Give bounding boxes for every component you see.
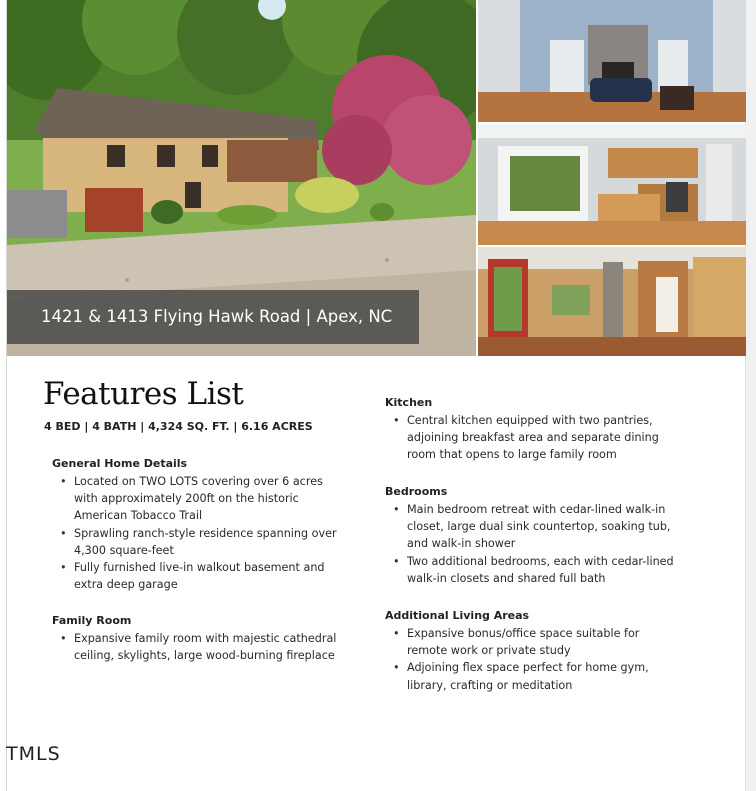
list-item: • Central kitchen equipped with two pantries, adjoining breakfast area and separate dining room that opens to large family room (385, 412, 680, 464)
section-heading: Family Room (52, 614, 132, 627)
kitchen-photo (478, 124, 746, 245)
list-item: • Expansive family room with majestic cathedral ceiling, skylights, large wood-burning fireplace (52, 630, 337, 664)
list-item: • Expansive bonus/office space suitable for remote work or private study (385, 625, 680, 659)
family-room-photo (478, 0, 746, 122)
section-bedrooms (385, 485, 680, 587)
section-heading: General Home Details (52, 457, 188, 470)
page-right-edge (745, 0, 756, 791)
section-kitchen (385, 396, 680, 464)
section-general-home-details (52, 457, 337, 593)
feature-list (385, 625, 680, 694)
bonus-room-photo (478, 247, 746, 356)
property-specs: 4 BED | 4 BATH | 4,324 SQ. FT. | 6.16 ACRES (44, 420, 313, 433)
list-item: • Adjoining flex space perfect for home gym, library, crafting or meditation (385, 659, 680, 693)
section-heading: Kitchen (385, 396, 433, 409)
feature-list (385, 412, 680, 464)
list-item: • Two additional bedrooms, each with cedar-lined walk-in closets and shared full bath (385, 553, 680, 587)
feature-list (52, 473, 337, 593)
tmls-logo: TMLS (6, 743, 61, 765)
list-item: • Fully furnished live-in walkout basement and extra deep garage (52, 559, 337, 593)
section-heading: Bedrooms (385, 485, 448, 498)
section-heading: Additional Living Areas (385, 609, 530, 622)
list-item: • Sprawling ranch-style residence spanning over 4,300 square-feet (52, 525, 337, 559)
list-item: • Located on TWO LOTS covering over 6 acres with approximately 200ft on the historic American Tobacco Trail (52, 473, 337, 525)
section-additional-living-areas (385, 609, 680, 694)
feature-list (385, 501, 680, 587)
page-left-edge (0, 0, 7, 791)
feature-list (52, 630, 337, 664)
list-item: • Main bedroom retreat with cedar-lined walk-in closet, large dual sink countertop, soaking tub, and walk-in shower (385, 501, 680, 553)
property-address: 1421 & 1413 Flying Hawk Road | Apex, NC (41, 307, 393, 326)
section-family-room (52, 614, 337, 664)
features-title: Features List (43, 376, 244, 412)
address-banner (7, 290, 419, 344)
